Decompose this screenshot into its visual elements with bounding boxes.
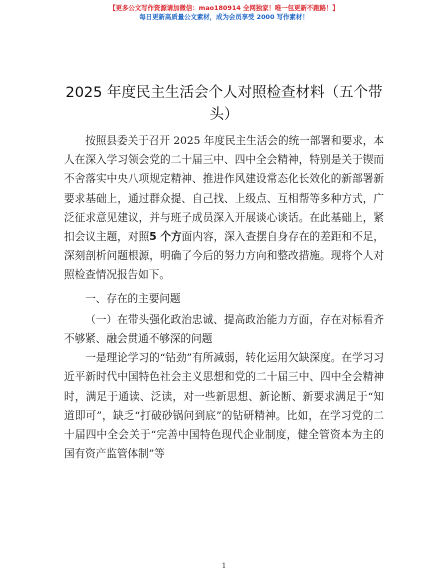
- promo-banner-line1: 【更多公文写作资源请加微信：mao180914 全网独家！唯一包更新不跑路！】: [109, 4, 339, 12]
- document-title: 2025 年度民主生活会个人对照检查材料（五个带头）: [65, 85, 383, 123]
- intro-text-part2: 面内容，深入查摆自身存在的差距和不足，深刻剖析问题根源，明确了今后的努力方向和整改措施。现将个人对照检查情况报告如下。: [64, 231, 385, 282]
- section-heading: 一、存在的主要问题: [85, 292, 181, 305]
- intro-text-part1: 按照县委关于召开 2025 年度民主生活会的统一部署和要求，本人在深入学习领会党的二十届三中、四中全会精神，特别是关于锲而不舍落实中央八项规定精神、推进作风建设常态化长效化的新部署新要求基础上，通过群众提、自己找、上级点、互相帮等多种方式，广泛征求意见建议，并与班子成员深入开展谈心谈话。在此基础上，紧扣会议主题，对照: [64, 135, 384, 244]
- intro-paragraph: [64, 132, 384, 286]
- subsection-heading: （一）在带头强化政治忠诚、提高政治能力方面，存在对标看齐不够紧、融会贯通不够深的问题: [64, 313, 384, 346]
- promo-banner: [0, 4, 448, 22]
- intro-bold-text: 5 个方: [149, 231, 182, 244]
- body-paragraph: 一是理论学习的“钻劲”有所减弱，转化运用欠缺深度。在学习习近平新时代中国特色社会主义思想和党的二十届三中、四中全会精神时，满足于通读、泛读，对一些新思想、新论断、新要求满足于“知道即可”，缺乏“打破砂锅问到底”的钻研精神。比如，在学习党的二十届四中全会关于“完善中国特色现代企业制度，健全管资本为主的国有资产监管体制”等: [64, 352, 384, 461]
- promo-banner-line2: 每日更新高质量公文素材，成为会员享受 2000 写作素材！: [139, 13, 309, 21]
- page-number: 1: [221, 562, 227, 570]
- document-body: [64, 132, 384, 464]
